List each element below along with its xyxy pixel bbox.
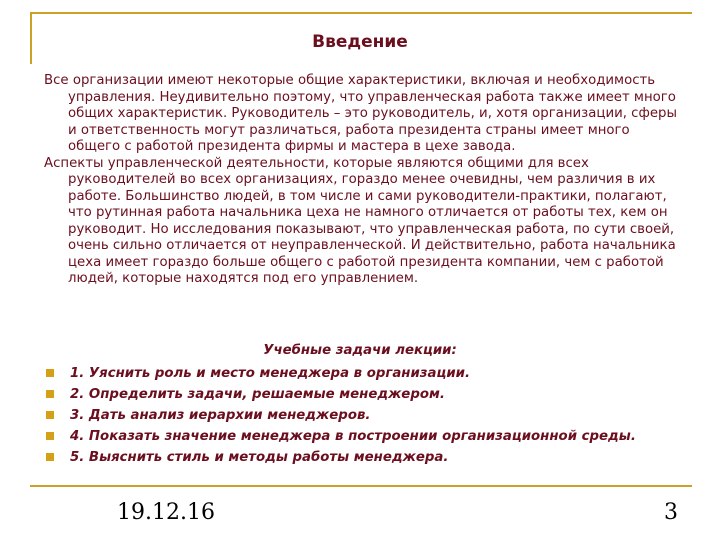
page-number: 3 xyxy=(664,500,678,525)
paragraph-1: Все организации имеют некоторые общие характеристики, включая и необходимость управления. Неудивительно поэтому, что управленческая работа также имеет много общих характеристик. Руководитель – это руководитель, и, хотя организации, сферы и ответственность могут различаться, работа президента страны имеет много общего с работой президента фирмы и мастера в цехе завода. xyxy=(44,73,677,154)
square-bullet-icon xyxy=(46,369,54,377)
top-rule xyxy=(30,12,692,14)
square-bullet-icon xyxy=(46,390,54,398)
task-item xyxy=(44,449,664,466)
task-item xyxy=(44,428,664,445)
tasks-list xyxy=(44,365,664,470)
task-text: 2. Определить задачи, решаемые менеджером. xyxy=(70,387,445,402)
task-text: 1. Уяснить роль и место менеджера в организации. xyxy=(70,366,471,381)
tasks-title: Учебные задачи лекции: xyxy=(263,343,457,358)
square-bullet-icon xyxy=(46,432,54,440)
square-bullet-icon xyxy=(46,411,54,419)
task-text: 4. Показать значение менеджера в построении организационной среды. xyxy=(70,429,636,444)
slide-body xyxy=(44,73,684,288)
footer-date: 19.12.16 xyxy=(117,500,215,525)
slide-title: Введение xyxy=(312,32,408,52)
task-item xyxy=(44,407,664,424)
task-item xyxy=(44,386,664,403)
square-bullet-icon xyxy=(46,453,54,461)
task-item xyxy=(44,365,664,382)
task-text: 5. Выяснить стиль и методы работы менеджера. xyxy=(70,450,449,465)
paragraph-2: Аспекты управленческой деятельности, которые являются общими для всех руководителей во всех организациях, гораздо менее очевидны, чем различия в их работе. Большинство людей, в том числе и сами руководители-практики, полагают, что рутинная работа начальника цеха не намного отличается от работы тех, кем он руководит. Но исследования показывают, что управленческая работа, по сути своей, очень сильно отличается от неуправленческой. И действительно, работа начальника цеха имеет гораздо больше общего с работой президента компании, чем с работой людей, которые находятся под его управлением. xyxy=(44,155,676,286)
task-text: 3. Дать анализ иерархии менеджеров. xyxy=(70,408,371,423)
bottom-rule xyxy=(30,485,692,487)
